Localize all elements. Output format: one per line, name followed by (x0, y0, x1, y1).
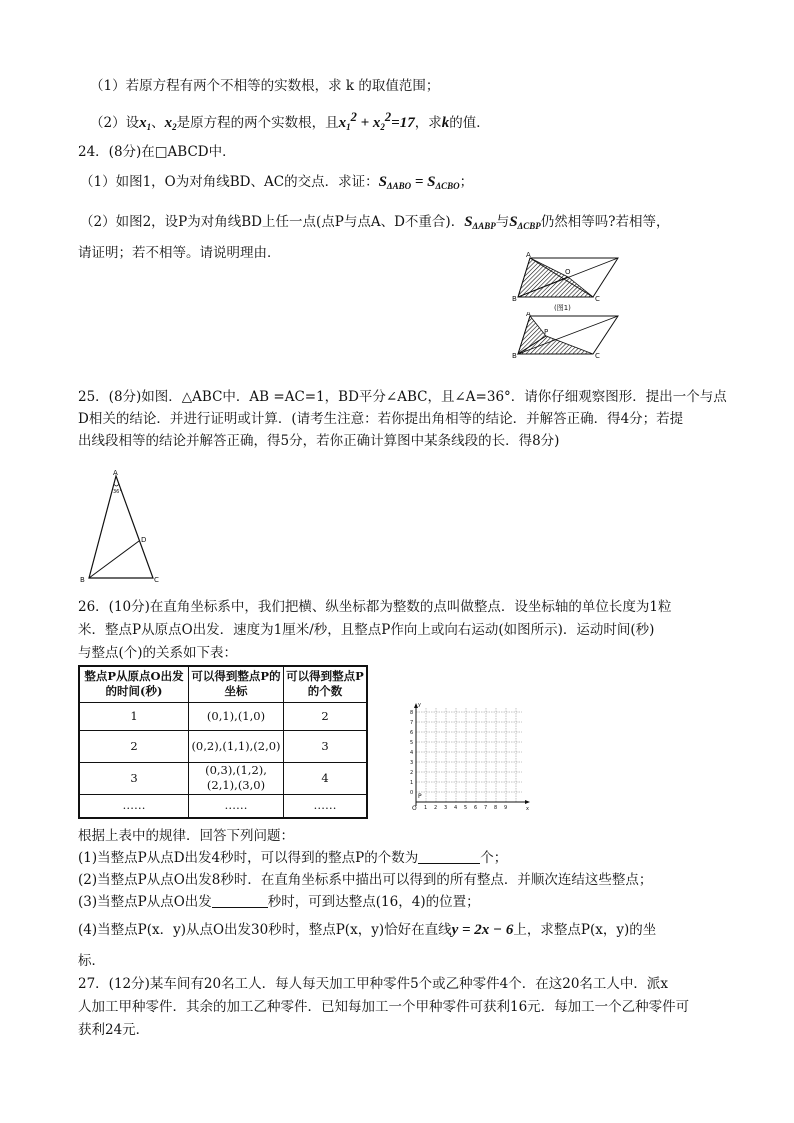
svg-text:8: 8 (494, 805, 498, 811)
table-row: 1 (0,1),(1,0) 2 (79, 702, 367, 730)
svg-text:C: C (154, 576, 159, 584)
q24-title: 24．(8分)在□ABCD中． (78, 144, 236, 160)
q26-rule: 根据上表中的规律．回答下列问题： (78, 828, 294, 844)
q26-sub1: (1)当整点P从点D出发4秒时，可以得到的整点P的个数为 个； (78, 850, 508, 866)
table-header: 整点P从原点O出发的时间(秒) (79, 666, 189, 702)
q26-sub3: (3)当整点P从点O出发 秒时，可到达整点(16，4)的位置； (78, 894, 480, 910)
q26-line3: 与整点(个)的关系如下表： (78, 645, 238, 661)
q26-sub4: (4)当整点P(x．y)从点O出发30秒时，整点P(x，y)恰好在直线y = 2x − 6上，求整点P(x，y)的坐 (78, 922, 657, 938)
svg-text:6: 6 (474, 805, 478, 811)
q27-line2: 人加工甲种零件．其余的加工乙种零件．已知每加工一个甲种零件可获利16元．每加工一个乙种零件可 (78, 999, 690, 1015)
q27-line3: 获利24元． (78, 1022, 150, 1038)
svg-text:6: 6 (410, 730, 414, 736)
svg-text:36°: 36° (113, 489, 122, 495)
svg-text:1: 1 (424, 805, 428, 811)
coordinate-grid (402, 702, 532, 822)
figure-1-parallelogram (508, 250, 628, 312)
svg-text:1: 1 (410, 780, 414, 786)
q24-part2-cont: 请证明；若不相等。请说明理由． (78, 245, 281, 261)
table-header: 可以得到整点P的坐标 (189, 666, 284, 702)
svg-text:B: B (80, 576, 85, 584)
svg-text:C: C (595, 352, 600, 360)
svg-text:A: A (526, 251, 531, 259)
svg-text:y: y (418, 702, 421, 708)
q24-part2: （2）如图2，设P为对角线BD上任一点(点P与点A、D不重合)．$S_{\Delta ABP}$与$S_{\Delta CBP}$仍然相等吗?若相等， (80, 214, 670, 231)
svg-text:O: O (412, 805, 417, 812)
table-row: 3 (0,3),(1,2),(2,1),(3,0) 4 (79, 762, 367, 794)
q23-part1: （1）若原方程有两个不相等的实数根，求 k 的取值范围； (90, 78, 440, 94)
svg-text:P: P (418, 793, 422, 800)
svg-text:7: 7 (410, 720, 414, 726)
integer-point-table (78, 665, 368, 819)
area-cbo: $S_{\Delta CBO}$ (427, 174, 460, 191)
table-header: 可以得到整点P的个数 (284, 666, 368, 702)
area-cbp: $S_{\Delta CBP}$ (509, 214, 541, 231)
q25-line2: D相关的结论．并进行证明或计算．(请考生注意：若你提出角相等的结论．并解答正确．得4分；若提 (78, 411, 684, 427)
x2-symbol: $x_2$ (164, 115, 177, 132)
svg-text:3: 3 (444, 805, 448, 811)
svg-text:4: 4 (454, 805, 458, 811)
q26-sub2: (2)当整点P从点O出发8秒时．在直角坐标系中描出可以得到的所有整点．并顺次连结这些整点； (78, 872, 653, 888)
q23-part2: （2）设$x_1$、$x_2$是原方程的两个实数根，且$x_1^2 + x_2^2=17$，求k的值． (90, 110, 490, 132)
table-row: …… …… …… (79, 794, 367, 818)
svg-text:2: 2 (434, 805, 438, 811)
q26-line1: 26．(10分)在直角坐标系中，我们把横、纵坐标都为整数的点叫做整点．设坐标轴的单位长度为1粒 (78, 599, 672, 615)
q26-sub4-cont: 标． (78, 953, 105, 969)
answer-blank[interactable] (418, 849, 480, 864)
answer-blank[interactable] (212, 893, 268, 908)
svg-text:A: A (113, 469, 118, 477)
area-abp: $S_{\Delta ABP}$ (464, 214, 496, 231)
svg-text:x: x (526, 806, 529, 812)
svg-text:2: 2 (410, 770, 414, 776)
svg-text:C: C (595, 295, 600, 303)
svg-text:7: 7 (484, 805, 488, 811)
q26-line2: 米．整点P从原点O出发．速度为1厘米/秒，且整点P作向上或向右运动(如图所示)．运动时间(秒) (78, 622, 655, 638)
svg-text:9: 9 (504, 805, 508, 811)
svg-text:D: D (141, 536, 147, 544)
q25-line3: 出线段相等的结论并解答正确，得5分，若你正确计算图中某条线段的长．得8分) (78, 433, 560, 449)
svg-text:5: 5 (410, 740, 414, 746)
table-row: 2 (0,2),(1,1),(2,0) 3 (79, 730, 367, 762)
figure-triangle-abc (72, 466, 164, 584)
q24-part1: （1）如图1，O为对角线BD、AC的交点．求证：$S_{\Delta ABO} = S_{\Delta CBO}$； (80, 174, 474, 191)
svg-text:O: O (565, 268, 571, 276)
svg-text:3: 3 (410, 760, 414, 766)
svg-text:B: B (512, 352, 517, 360)
svg-text:B: B (512, 295, 517, 303)
svg-text:P: P (544, 328, 549, 336)
sum-of-squares-equation: $x_1^2 + x_2^2=17$ (338, 110, 415, 132)
svg-text:8: 8 (410, 710, 414, 716)
q25-line1: 25．(8分)如图．△ABC中．AB =AC=1，BD平分∠ABC，且∠A=36°．请你仔细观察图形．提出一个与点 (78, 389, 727, 405)
svg-text:4: 4 (410, 750, 414, 756)
figure-2-parallelogram (508, 312, 628, 360)
x1-symbol: $x_1$ (139, 115, 152, 132)
q27-line1: 27．(12分)某车间有20名工人．每人每天加工甲种零件5个或乙种零件4个．在这20名工人中．派x (78, 976, 669, 992)
figure-1-caption: (图1) (554, 304, 571, 312)
svg-text:A: A (526, 312, 531, 318)
line-equation: y = 2x − 6 (451, 922, 514, 938)
svg-text:0: 0 (410, 790, 414, 796)
area-abo: $S_{\Delta ABO}$ (378, 174, 412, 191)
svg-text:5: 5 (464, 805, 468, 811)
